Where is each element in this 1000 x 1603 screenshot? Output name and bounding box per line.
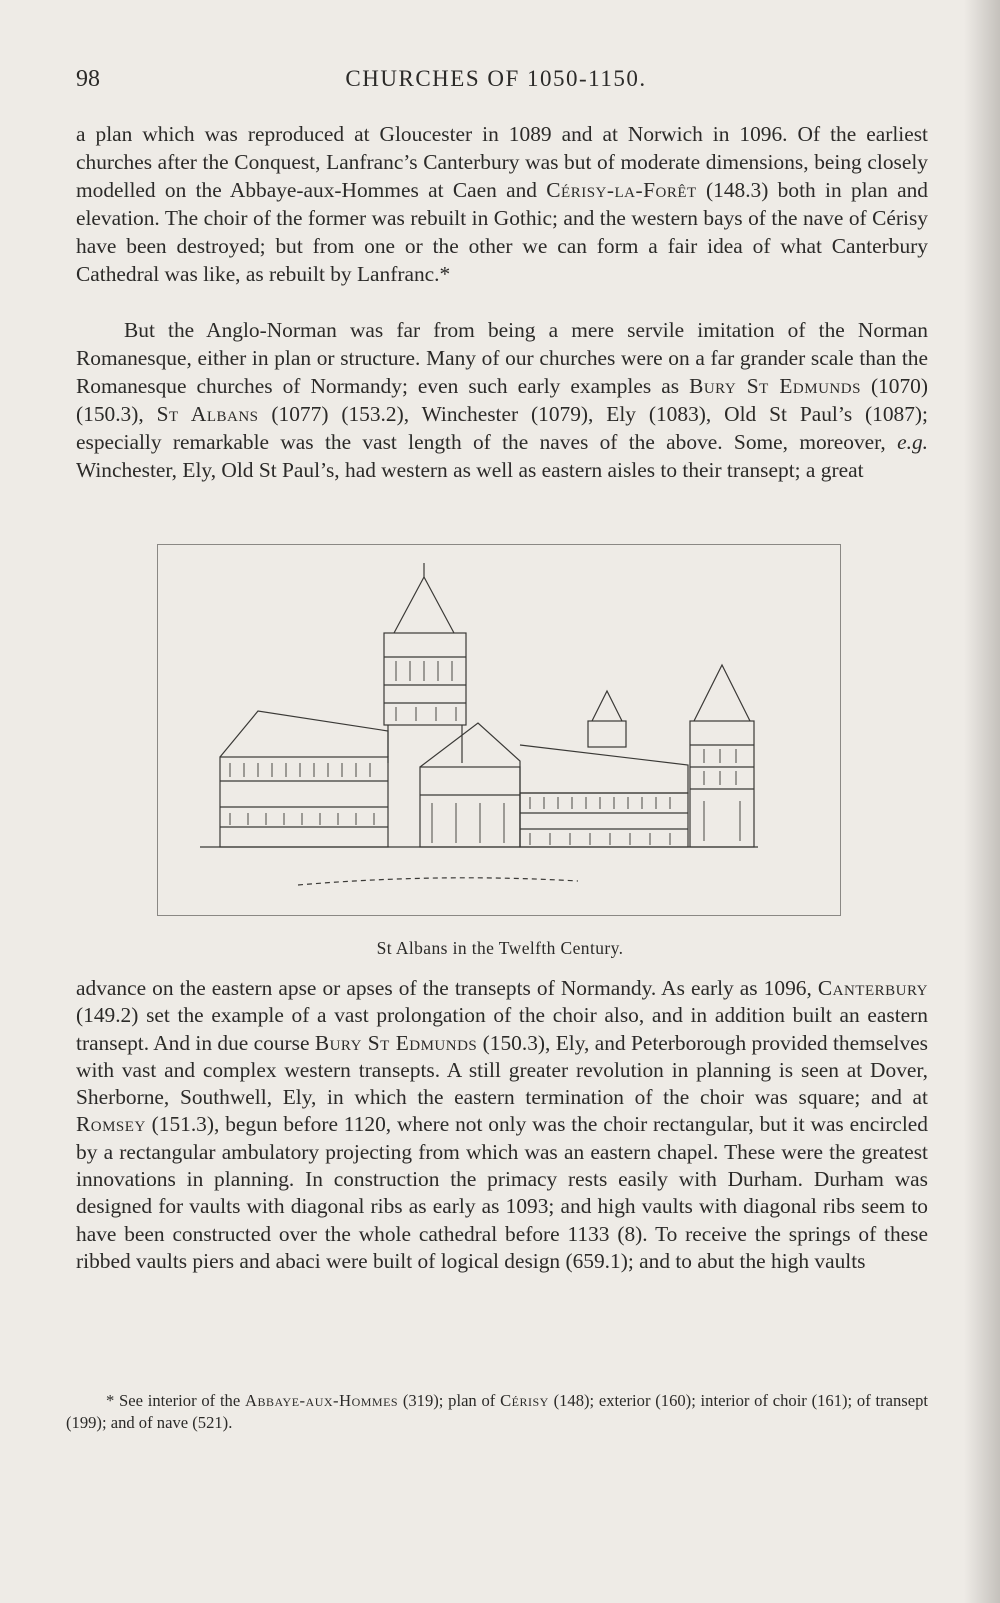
place-name: St Albans [156, 402, 259, 426]
place-name: Abbaye-aux-Hommes [244, 1391, 399, 1410]
running-title: CHURCHES OF 1050-1150. [345, 66, 647, 91]
figure-caption: St Albans in the Twelfth Century. [376, 938, 624, 958]
page-number: 98 [76, 66, 100, 92]
page-header [76, 66, 916, 102]
place-name: Romsey [76, 1112, 146, 1137]
paragraph-2: But the Anglo-Norman was far from being a mere servile imitation of the Norman Romanesque, either in plan or structure. Many of our churches were on a far grander scale than the Romanesque churches of Normandy; even such early examples as Bury St Edmunds (1070) (150.3), St Albans (1077) (153.2), Winchester (1079), Ely (1083), Old St Paul’s (1087); especially remarkable was the vast length of the naves of the above. Some, moreover, e.g. Winchester, Ely, Old St Paul’s, had western as well as eastern aisles to their transept; a great [76, 318, 929, 482]
paragraph-3: advance on the eastern apse or apses of the transepts of Normandy. As early as 1096, Canterbury (149.2) set the example of a vast prolongation of the choir also, and in addition built an eastern transept. And in due course Bury St Edmunds (150.3), Ely, and Peterborough provided themselves with vast and complex western transepts. A still greater revolution in planning is seen at Dover, Sherborne, Southwell, Ely, in which the eastern termination of the choir was square; and at Romsey (151.3), begun before 1120, where not only was the choir rectangular, but it was encircled by a rectangular ambulatory projecting from which was an eastern chapel. These were the greatest innovations in planning. In construction the primacy rests easily with Durham. Durham was designed for vaults with diagonal ribs as early as 1093; and high vaults with diagonal ribs seem to have been constructed over the whole cathedral before 1133 (8). To receive the springs of these ribbed vaults piers and abaci were built of logical design (659.1); and to abut the high vaults [76, 976, 928, 1273]
place-name: Canterbury [817, 976, 928, 1000]
paragraph-1: a plan which was reproduced at Gloucester in 1089 and at Norwich in 1096. Of the earliest churches after the Conquest, Lanfranc’s Canterbury was but of moderate dimensions, being closely modelled on the Abbaye-aux-Hommes at Caen and Cérisy-la-Forêt (148.3) both in plan and elevation. The choir of the former was rebuilt in Gothic; and the western bays of the nave of Cérisy have been destroyed; but from one or the other we can form a fair idea of what Canterbury Cathedral was like, as rebuilt by Lanfranc.* [76, 122, 928, 286]
cathedral-illustration [157, 544, 841, 916]
place-name: Cérisy-la-Forêt [546, 178, 697, 202]
footnote: * See interior of the Abbaye-aux-Hommes (319); plan of Cérisy (148); exterior (160); interior of choir (161); of transept (199); and of nave (521). [66, 1391, 929, 1432]
place-name: Cérisy [500, 1391, 549, 1410]
italic-abbreviation: e.g. [897, 430, 928, 454]
st-albans-drawing [158, 545, 840, 915]
place-name: Bury St Edmunds [689, 374, 861, 398]
place-name: Bury St Edmunds [314, 1030, 478, 1055]
page-edge-shadow [964, 0, 1000, 1603]
